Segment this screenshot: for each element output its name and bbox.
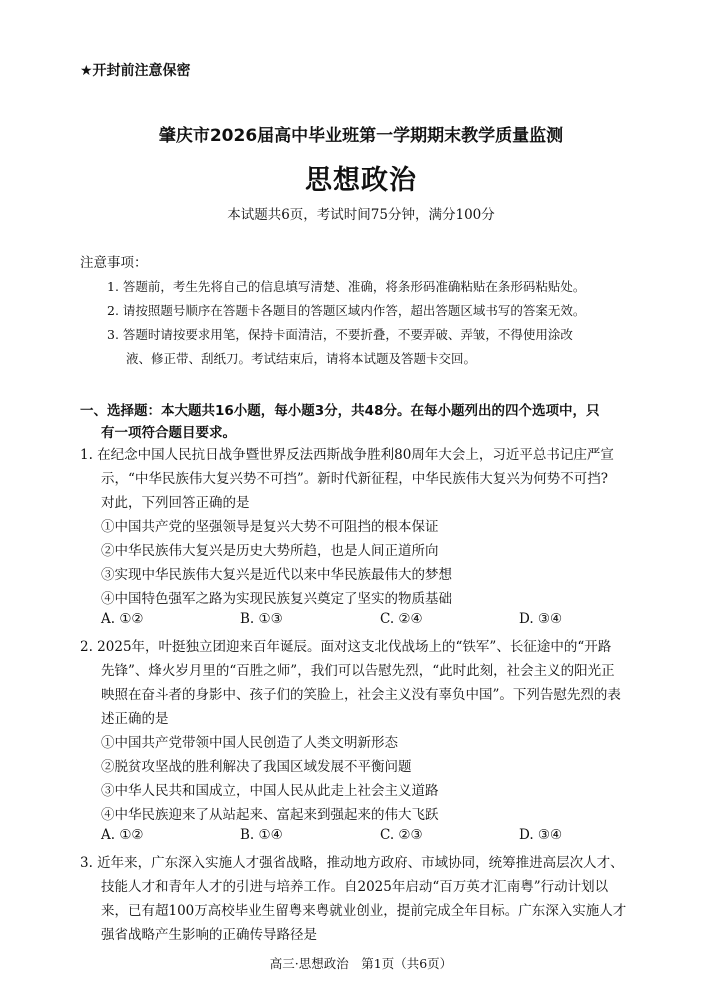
section-heading-continued: 有一项符合题目要求。	[101, 425, 236, 441]
question-2-choice-a[interactable]: A. ①②	[101, 827, 144, 843]
page-footer: 高三·思想政治 第1页（共6页）	[269, 956, 453, 971]
question-1-choice-a[interactable]: A. ①②	[101, 611, 144, 627]
subject-title: 思想政治	[305, 165, 417, 196]
question-1-statement: ②中华民族伟大复兴是历史大势所趋，也是人间正道所向	[101, 543, 439, 559]
question-2-statement: ②脱贫攻坚战的胜利解决了我国区域发展不平衡问题	[101, 759, 412, 775]
notice-item: 2. 请按照题号顺序在答题卡各题目的答题区域内作答，超出答题区域书写的答案无效。	[107, 303, 586, 318]
question-1-stem: 示，“中华民族伟大复兴势不可挡”。新时代新征程，中华民族伟大复兴为何势不可挡?	[101, 471, 609, 487]
question-1-choice-c[interactable]: C. ②④	[380, 611, 423, 627]
question-3-stem: 3. 近年来，广东深入实施人才强省战略，推动地方政府、市域协同，统筹推进高层次人才、	[80, 855, 624, 871]
notice-heading: 注意事项：	[80, 255, 148, 271]
notice-item: 1. 答题前，考生先将自己的信息填写清楚、准确，将条形码准确粘贴在条形码粘贴处。	[107, 279, 586, 294]
question-1-statement: ④中国特色强军之路为实现民族复兴奠定了坚实的物质基础	[101, 591, 452, 607]
question-1-choice-d[interactable]: D. ③④	[519, 611, 563, 627]
question-2-statement: ④中华民族迎来了从站起来、富起来到强起来的伟大飞跃	[101, 807, 439, 823]
section-heading: 一、选择题：本大题共16小题，每小题3分，共48分。在每小题列出的四个选项中，只	[80, 403, 600, 419]
question-1-stem: 对此，下列回答正确的是	[101, 495, 250, 511]
question-2-choice-d[interactable]: D. ③④	[519, 827, 563, 843]
question-2-stem: 2. 2025年，叶挺独立团迎来百年诞辰。面对这支北伐战场上的“铁军”、长征途中的“开路	[80, 639, 612, 655]
question-2-choice-b[interactable]: B. ①④	[240, 827, 283, 843]
notice-item: 3. 答题时请按要求用笔，保持卡面清洁，不要折叠，不要弄破、弄皱，不得使用涂改	[107, 327, 573, 342]
question-1-statement: ①中国共产党的坚强领导是复兴大势不可阻挡的根本保证	[101, 519, 439, 535]
exam-info: 本试题共6页，考试时间75分钟，满分100分	[227, 207, 495, 223]
question-3-stem: 技能人才和青年人才的引进与培养工作。自2025年启动“百万英才汇南粤”行动计划以	[101, 879, 609, 895]
exam-title: 肇庆市2026届高中毕业班第一学期期末教学质量监测	[158, 126, 564, 146]
notice-item-continued: 液、修正带、刮纸刀。考试结束后，请将本试题及答题卡交回。	[126, 351, 477, 366]
question-3-stem: 强省战略产生影响的正确传导路径是	[101, 927, 317, 943]
question-2-statement: ①中国共产党带领中国人民创造了人类文明新形态	[101, 735, 398, 751]
question-2-choice-c[interactable]: C. ②③	[380, 827, 423, 843]
question-1-choice-b[interactable]: B. ①③	[240, 611, 283, 627]
question-2-stem: 述正确的是	[101, 711, 169, 727]
question-1-statement: ③实现中华民族伟大复兴是近代以来中华民族最伟大的梦想	[101, 567, 452, 583]
question-2-stem: 先锋”、烽火岁月里的“百胜之师”，我们可以告慰先烈，“此时此刻，社会主义的阳光正	[101, 663, 615, 679]
question-1-stem: 1. 在纪念中国人民抗日战争暨世界反法西斯战争胜利80周年大会上，习近平总书记庄严宣	[80, 447, 614, 463]
question-2-stem: 映照在奋斗者的身影中、孩子们的笑脸上，社会主义没有辜负中国”。下列告慰先烈的表	[101, 687, 621, 703]
question-2-statement: ③中华人民共和国成立，中国人民从此走上社会主义道路	[101, 783, 439, 799]
confidential-notice: ★开封前注意保密	[80, 63, 191, 79]
question-3-stem: 来，已有超100万高校毕业生留粤来粤就业创业，提前完成全年目标。广东深入实施人才	[101, 903, 627, 919]
